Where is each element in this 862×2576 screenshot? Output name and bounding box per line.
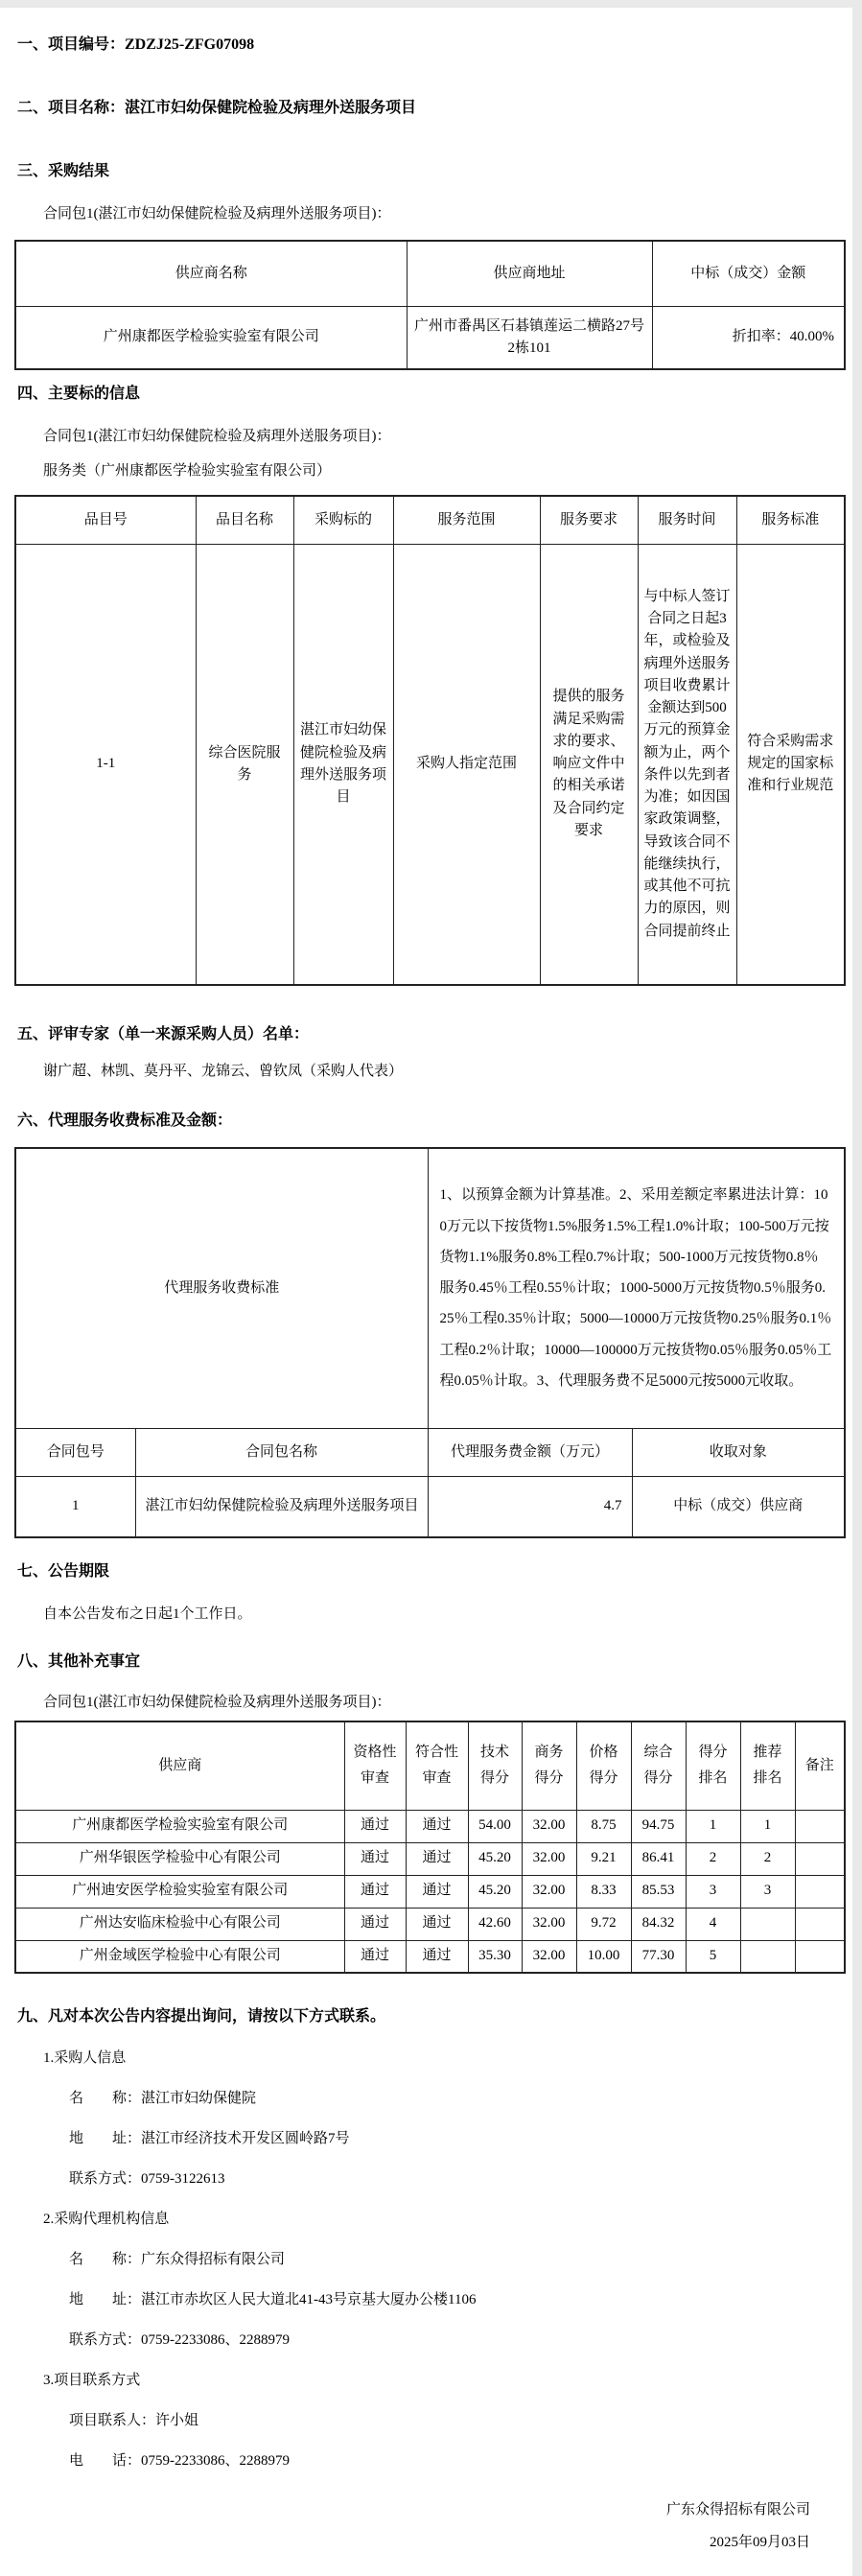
announcement-period-heading: 七、公告期限 xyxy=(17,1563,110,1580)
score-rank-cell: 2 xyxy=(686,1842,740,1875)
table-row xyxy=(15,1148,845,1428)
agency-fee-heading: 六、代理服务收费标准及金额： xyxy=(17,1112,233,1129)
contact-heading: 九、凡对本次公告内容提出询问，请按以下方式联系。 xyxy=(17,2008,386,2025)
table-row xyxy=(15,1908,845,1940)
remark-cell xyxy=(795,1875,845,1908)
supplier-cell: 广州达安临床检验中心有限公司 xyxy=(15,1908,344,1940)
total-score-cell: 77.30 xyxy=(631,1940,686,1973)
column-header: 备注 xyxy=(795,1721,845,1810)
column-header: 价格得分 xyxy=(576,1721,631,1810)
table-row xyxy=(15,1842,845,1875)
experts-names: 谢广超、林凯、莫丹平、龙锦云、曾钦凤（采购人代表） xyxy=(43,1064,404,1079)
column-header: 中标（成交）金额 xyxy=(652,241,845,306)
service-standard-cell: 符合采购需求规定的国家标准和行业规范 xyxy=(736,544,845,985)
price-score-cell: 10.00 xyxy=(576,1940,631,1973)
purchaser-address: 地 址：湛江市经济技术开发区圆岭路7号 xyxy=(69,2131,350,2146)
qualification-cell: 通过 xyxy=(344,1842,406,1875)
footer-company: 广东众得招标有限公司 xyxy=(665,2502,810,2517)
agency-name: 名 称：广东众得招标有限公司 xyxy=(69,2252,286,2267)
table-row xyxy=(15,1875,845,1908)
recommend-rank-cell: 1 xyxy=(740,1810,795,1842)
supplier-name-cell: 广州康都医学检验实验室有限公司 xyxy=(15,306,407,369)
conformity-cell: 通过 xyxy=(406,1908,468,1940)
table-row xyxy=(15,1476,845,1537)
table-row xyxy=(15,1940,845,1973)
score-rank-cell: 1 xyxy=(686,1810,740,1842)
column-header: 得分排名 xyxy=(686,1721,740,1810)
conformity-cell: 通过 xyxy=(406,1875,468,1908)
conformity-cell: 通过 xyxy=(406,1940,468,1973)
score-rank-cell: 5 xyxy=(686,1940,740,1973)
table-header-row xyxy=(15,496,845,544)
remark-cell xyxy=(795,1908,845,1940)
price-score-cell: 9.72 xyxy=(576,1908,631,1940)
recommend-rank-cell xyxy=(740,1940,795,1973)
package-name-cell: 湛江市妇幼保健院检验及病理外送服务项目 xyxy=(135,1476,428,1537)
tech-score-cell: 54.00 xyxy=(468,1810,522,1842)
column-header: 合同包号 xyxy=(15,1428,135,1476)
recommend-rank-cell: 3 xyxy=(740,1875,795,1908)
supplementary-heading: 八、其他补充事宜 xyxy=(17,1653,141,1670)
column-header: 服务要求 xyxy=(540,496,638,544)
total-score-cell: 85.53 xyxy=(631,1875,686,1908)
column-header: 代理服务费金额（万元） xyxy=(428,1428,632,1476)
fee-standard-label-cell: 代理服务收费标准 xyxy=(15,1148,428,1428)
project-contact-phone: 电 话：0759-2233086、2288979 xyxy=(69,2453,290,2469)
remark-cell xyxy=(795,1810,845,1842)
conformity-cell: 通过 xyxy=(406,1810,468,1842)
column-header: 收取对象 xyxy=(632,1428,845,1476)
service-scope-cell: 采购人指定范围 xyxy=(393,544,540,985)
project-contact-person: 项目联系人：许小姐 xyxy=(69,2413,199,2428)
table-header-row xyxy=(15,1721,845,1810)
column-header: 供应商 xyxy=(15,1721,344,1810)
column-header: 品目名称 xyxy=(196,496,293,544)
qualification-cell: 通过 xyxy=(344,1810,406,1842)
remark-cell xyxy=(795,1940,845,1973)
qualification-cell: 通过 xyxy=(344,1940,406,1973)
fee-payer-cell: 中标（成交）供应商 xyxy=(632,1476,845,1537)
service-requirement-cell: 提供的服务满足采购需求的要求、响应文件中的相关承诺及合同约定要求 xyxy=(540,544,638,985)
table-header-row xyxy=(15,241,845,306)
procurement-result-table xyxy=(14,240,846,370)
total-score-cell: 84.32 xyxy=(631,1908,686,1940)
service-category-line: 服务类（广州康都医学检验实验室有限公司） xyxy=(43,463,332,479)
footer-date: 2025年09月03日 xyxy=(709,2535,810,2550)
table-row xyxy=(15,306,845,369)
tech-score-cell: 42.60 xyxy=(468,1908,522,1940)
business-score-cell: 32.00 xyxy=(522,1940,576,1973)
project-name-heading: 二、项目名称：湛江市妇幼保健院检验及病理外送服务项目 xyxy=(17,100,417,116)
award-amount-cell: 折扣率：40.00% xyxy=(652,306,845,369)
tech-score-cell: 45.20 xyxy=(468,1875,522,1908)
score-rank-cell: 4 xyxy=(686,1908,740,1940)
procurement-object-cell: 湛江市妇幼保健院检验及病理外送服务项目 xyxy=(293,544,393,985)
service-time-cell: 与中标人签订合同之日起3年，或检验及病理外送服务项目收费累计金额达到500万元的预算金额为止，两个条件以先到者为准；如因国家政策调整，导致该合同不能继续执行，或其他不可抗力的原因，则合同提前终止 xyxy=(638,544,736,985)
recommend-rank-cell xyxy=(740,1908,795,1940)
business-score-cell: 32.00 xyxy=(522,1908,576,1940)
supplier-cell: 广州康都医学检验实验室有限公司 xyxy=(15,1810,344,1842)
table-row xyxy=(15,1810,845,1842)
item-number-cell: 1-1 xyxy=(15,544,196,985)
purchaser-phone: 联系方式：0759-3122613 xyxy=(69,2171,225,2187)
column-header: 采购标的 xyxy=(293,496,393,544)
tech-score-cell: 45.20 xyxy=(468,1842,522,1875)
main-subject-table xyxy=(14,495,846,986)
column-header: 服务标准 xyxy=(736,496,845,544)
price-score-cell: 8.33 xyxy=(576,1875,631,1908)
score-table xyxy=(14,1721,846,1974)
announcement-period-text: 自本公告发布之日起1个工作日。 xyxy=(43,1606,252,1622)
agency-fee-table xyxy=(14,1147,846,1538)
price-score-cell: 9.21 xyxy=(576,1842,631,1875)
column-header: 供应商名称 xyxy=(15,241,407,306)
column-header: 推荐排名 xyxy=(740,1721,795,1810)
qualification-cell: 通过 xyxy=(344,1875,406,1908)
business-score-cell: 32.00 xyxy=(522,1842,576,1875)
package-number-cell: 1 xyxy=(15,1476,135,1537)
announcement-page xyxy=(0,8,852,2576)
column-header: 服务时间 xyxy=(638,496,736,544)
column-header: 合同包名称 xyxy=(135,1428,428,1476)
column-header: 综合得分 xyxy=(631,1721,686,1810)
fee-amount-cell: 4.7 xyxy=(428,1476,632,1537)
procurement-result-heading: 三、采购结果 xyxy=(17,163,110,179)
total-score-cell: 94.75 xyxy=(631,1810,686,1842)
qualification-cell: 通过 xyxy=(344,1908,406,1940)
purchaser-info-title: 1.采购人信息 xyxy=(43,2050,127,2066)
column-header: 供应商地址 xyxy=(407,241,652,306)
fee-standard-text-cell: 1、以预算金额为计算基准。2、采用差额定率累进法计算：100万元以下按货物1.5%服务1.5%工程1.0%计取；100-500万元按货物1.1%服务0.8%工程0.7%计取；500-1000万元按货物0.8％服务0.45％工程0.55％计取；1000-5000万元按货物0.5％服务0.25％工程0.35％计取；5000—10000万元按货物0.25％服务0.1％工程0.2％计取；10000—100000万元按货物0.05％服务0.05％工程0.05％计取。3、代理服务费不足5000元按5000元收取。 xyxy=(428,1148,845,1428)
table-row xyxy=(15,544,845,985)
price-score-cell: 8.75 xyxy=(576,1810,631,1842)
supplier-cell: 广州金域医学检验中心有限公司 xyxy=(15,1940,344,1973)
remark-cell xyxy=(795,1842,845,1875)
item-name-cell: 综合医院服务 xyxy=(196,544,293,985)
recommend-rank-cell: 2 xyxy=(740,1842,795,1875)
experts-heading: 五、评审专家（单一来源采购人员）名单： xyxy=(17,1026,310,1042)
project-number-heading: 一、项目编号：ZDZJ25-ZFG07098 xyxy=(17,36,255,53)
column-header: 服务范围 xyxy=(393,496,540,544)
score-rank-cell: 3 xyxy=(686,1875,740,1908)
agency-info-title: 2.采购代理机构信息 xyxy=(43,2212,170,2227)
supplier-address-cell: 广州市番禺区石碁镇莲运二横路27号2栋101 xyxy=(407,306,652,369)
column-header: 技术得分 xyxy=(468,1721,522,1810)
column-header: 商务得分 xyxy=(522,1721,576,1810)
main-subject-heading: 四、主要标的信息 xyxy=(17,386,141,402)
purchaser-name: 名 称：湛江市妇幼保健院 xyxy=(69,2091,257,2106)
agency-address: 地 址：湛江市赤坎区人民大道北41-43号京基大厦办公楼1106 xyxy=(69,2292,477,2307)
column-header: 符合性审查 xyxy=(406,1721,468,1810)
agency-phone: 联系方式：0759-2233086、2288979 xyxy=(69,2332,290,2348)
table-header-row xyxy=(15,1428,845,1476)
supplier-cell: 广州华银医学检验中心有限公司 xyxy=(15,1842,344,1875)
column-header: 资格性审查 xyxy=(344,1721,406,1810)
tech-score-cell: 35.30 xyxy=(468,1940,522,1973)
supplier-cell: 广州迪安医学检验实验室有限公司 xyxy=(15,1875,344,1908)
business-score-cell: 32.00 xyxy=(522,1875,576,1908)
package-line: 合同包1(湛江市妇幼保健院检验及病理外送服务项目)： xyxy=(43,429,391,444)
project-contact-title: 3.项目联系方式 xyxy=(43,2373,141,2388)
package-line: 合同包1(湛江市妇幼保健院检验及病理外送服务项目)： xyxy=(43,206,391,222)
business-score-cell: 32.00 xyxy=(522,1810,576,1842)
package-line: 合同包1(湛江市妇幼保健院检验及病理外送服务项目)： xyxy=(43,1695,391,1710)
conformity-cell: 通过 xyxy=(406,1842,468,1875)
column-header: 品目号 xyxy=(15,496,196,544)
total-score-cell: 86.41 xyxy=(631,1842,686,1875)
